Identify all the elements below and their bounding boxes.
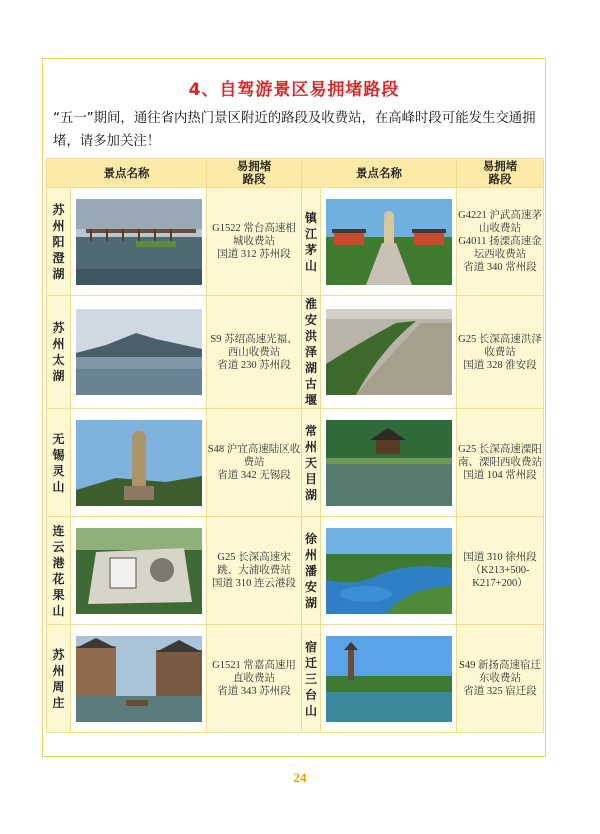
stone-tablet-photo	[76, 528, 202, 614]
table-row	[47, 625, 544, 733]
page-number: 24	[293, 770, 307, 785]
spot-name-cell	[47, 188, 71, 296]
header-spot-name-right: 景点名称	[302, 159, 457, 188]
lake-pier-photo	[76, 199, 202, 285]
spot-photo-cell	[71, 296, 207, 409]
spot-photo-cell	[321, 409, 457, 517]
spot-photo-cell	[321, 296, 457, 409]
spot-name: 镇江茅山	[304, 210, 317, 273]
route-cell: G25 长深高速洪泽收费站 国道 328 淮安段	[457, 296, 544, 409]
route-cell: G1522 常台高速相城收费站 国道 312 苏州段	[207, 188, 302, 296]
spot-name-cell	[302, 188, 321, 296]
route-cell: G25 长深高速溧阳南、溧阳西收费站 国道 104 常州段	[457, 409, 544, 517]
spot-name: 宿迁三台山	[304, 639, 317, 718]
route-cell: S49 新扬高速宿迁东收费站 省道 325 宿迁段	[457, 625, 544, 733]
spot-name-cell	[302, 296, 321, 409]
table-row	[47, 409, 544, 517]
route-cell: G25 长深高速宋跳、大浦收费站 国道 310 连云港段	[207, 517, 302, 625]
content-frame	[42, 58, 546, 757]
table-row	[47, 188, 544, 296]
congestion-table	[46, 158, 544, 733]
route-cell: S9 苏绍高速光福、西山收费站 省道 230 苏州段	[207, 296, 302, 409]
spot-photo-cell	[321, 517, 457, 625]
spot-name-cell	[302, 517, 321, 625]
intro-paragraph: “五一”期间，通往省内热门景区附近的路段及收费站，在高峰时段可能发生交通拥堵，请多加关注！	[53, 111, 536, 149]
route-cell: 国道 310 徐州段 （K213+500-K217+200）	[457, 517, 544, 625]
header-spot-name-left: 景点名称	[47, 159, 207, 188]
buddha-statue-photo	[76, 420, 202, 506]
header-route-left: 易拥堵 路段	[207, 159, 302, 188]
pagoda-lake-photo	[326, 636, 452, 722]
spot-photo-cell	[321, 625, 457, 733]
spot-name: 苏州周庄	[52, 647, 65, 710]
spot-name: 无锡灵山	[52, 431, 65, 494]
spot-name: 淮安洪泽湖古堰	[304, 297, 317, 407]
spot-name-cell	[47, 517, 71, 625]
spot-name: 苏州太湖	[52, 321, 65, 383]
route-cell: G1521 常嘉高速用直收费站 省道 343 苏州段	[207, 625, 302, 733]
spot-name: 苏州阳澄湖	[52, 202, 65, 281]
spot-name: 徐州潘安湖	[304, 531, 317, 610]
route-cell: G4221 沪武高速茅山收费站 G4011 扬溧高速金坛西收费站 省道 340 常州段	[457, 188, 544, 296]
lake-dike-photo	[326, 309, 452, 395]
spot-name-cell	[47, 409, 71, 517]
spot-photo-cell	[71, 625, 207, 733]
header-route-right: 易拥堵 路段	[457, 159, 544, 188]
spot-name: 连云港花果山	[52, 523, 65, 618]
spot-photo-cell	[71, 409, 207, 517]
spot-photo-cell	[71, 517, 207, 625]
spot-name: 常州天目湖	[304, 423, 317, 502]
water-town-photo	[76, 636, 202, 722]
wetland-lake-photo	[326, 528, 452, 614]
spot-name-cell	[47, 296, 71, 409]
spot-name-cell	[47, 625, 71, 733]
spot-name-cell	[302, 625, 321, 733]
table-row	[47, 296, 544, 409]
spot-photo-cell	[321, 188, 457, 296]
table-header-row	[47, 159, 544, 188]
table-row	[47, 517, 544, 625]
lake-mountain-photo	[76, 309, 202, 395]
spot-photo-cell	[71, 188, 207, 296]
pavilion-lake-photo	[326, 420, 452, 506]
route-cell: S48 沪宜高速陆区收费站 省道 342 无锡段	[207, 409, 302, 517]
spot-name-cell	[302, 409, 321, 517]
section-title: 4、自驾游景区易拥堵路段	[188, 80, 400, 100]
temple-statue-photo	[326, 199, 452, 285]
